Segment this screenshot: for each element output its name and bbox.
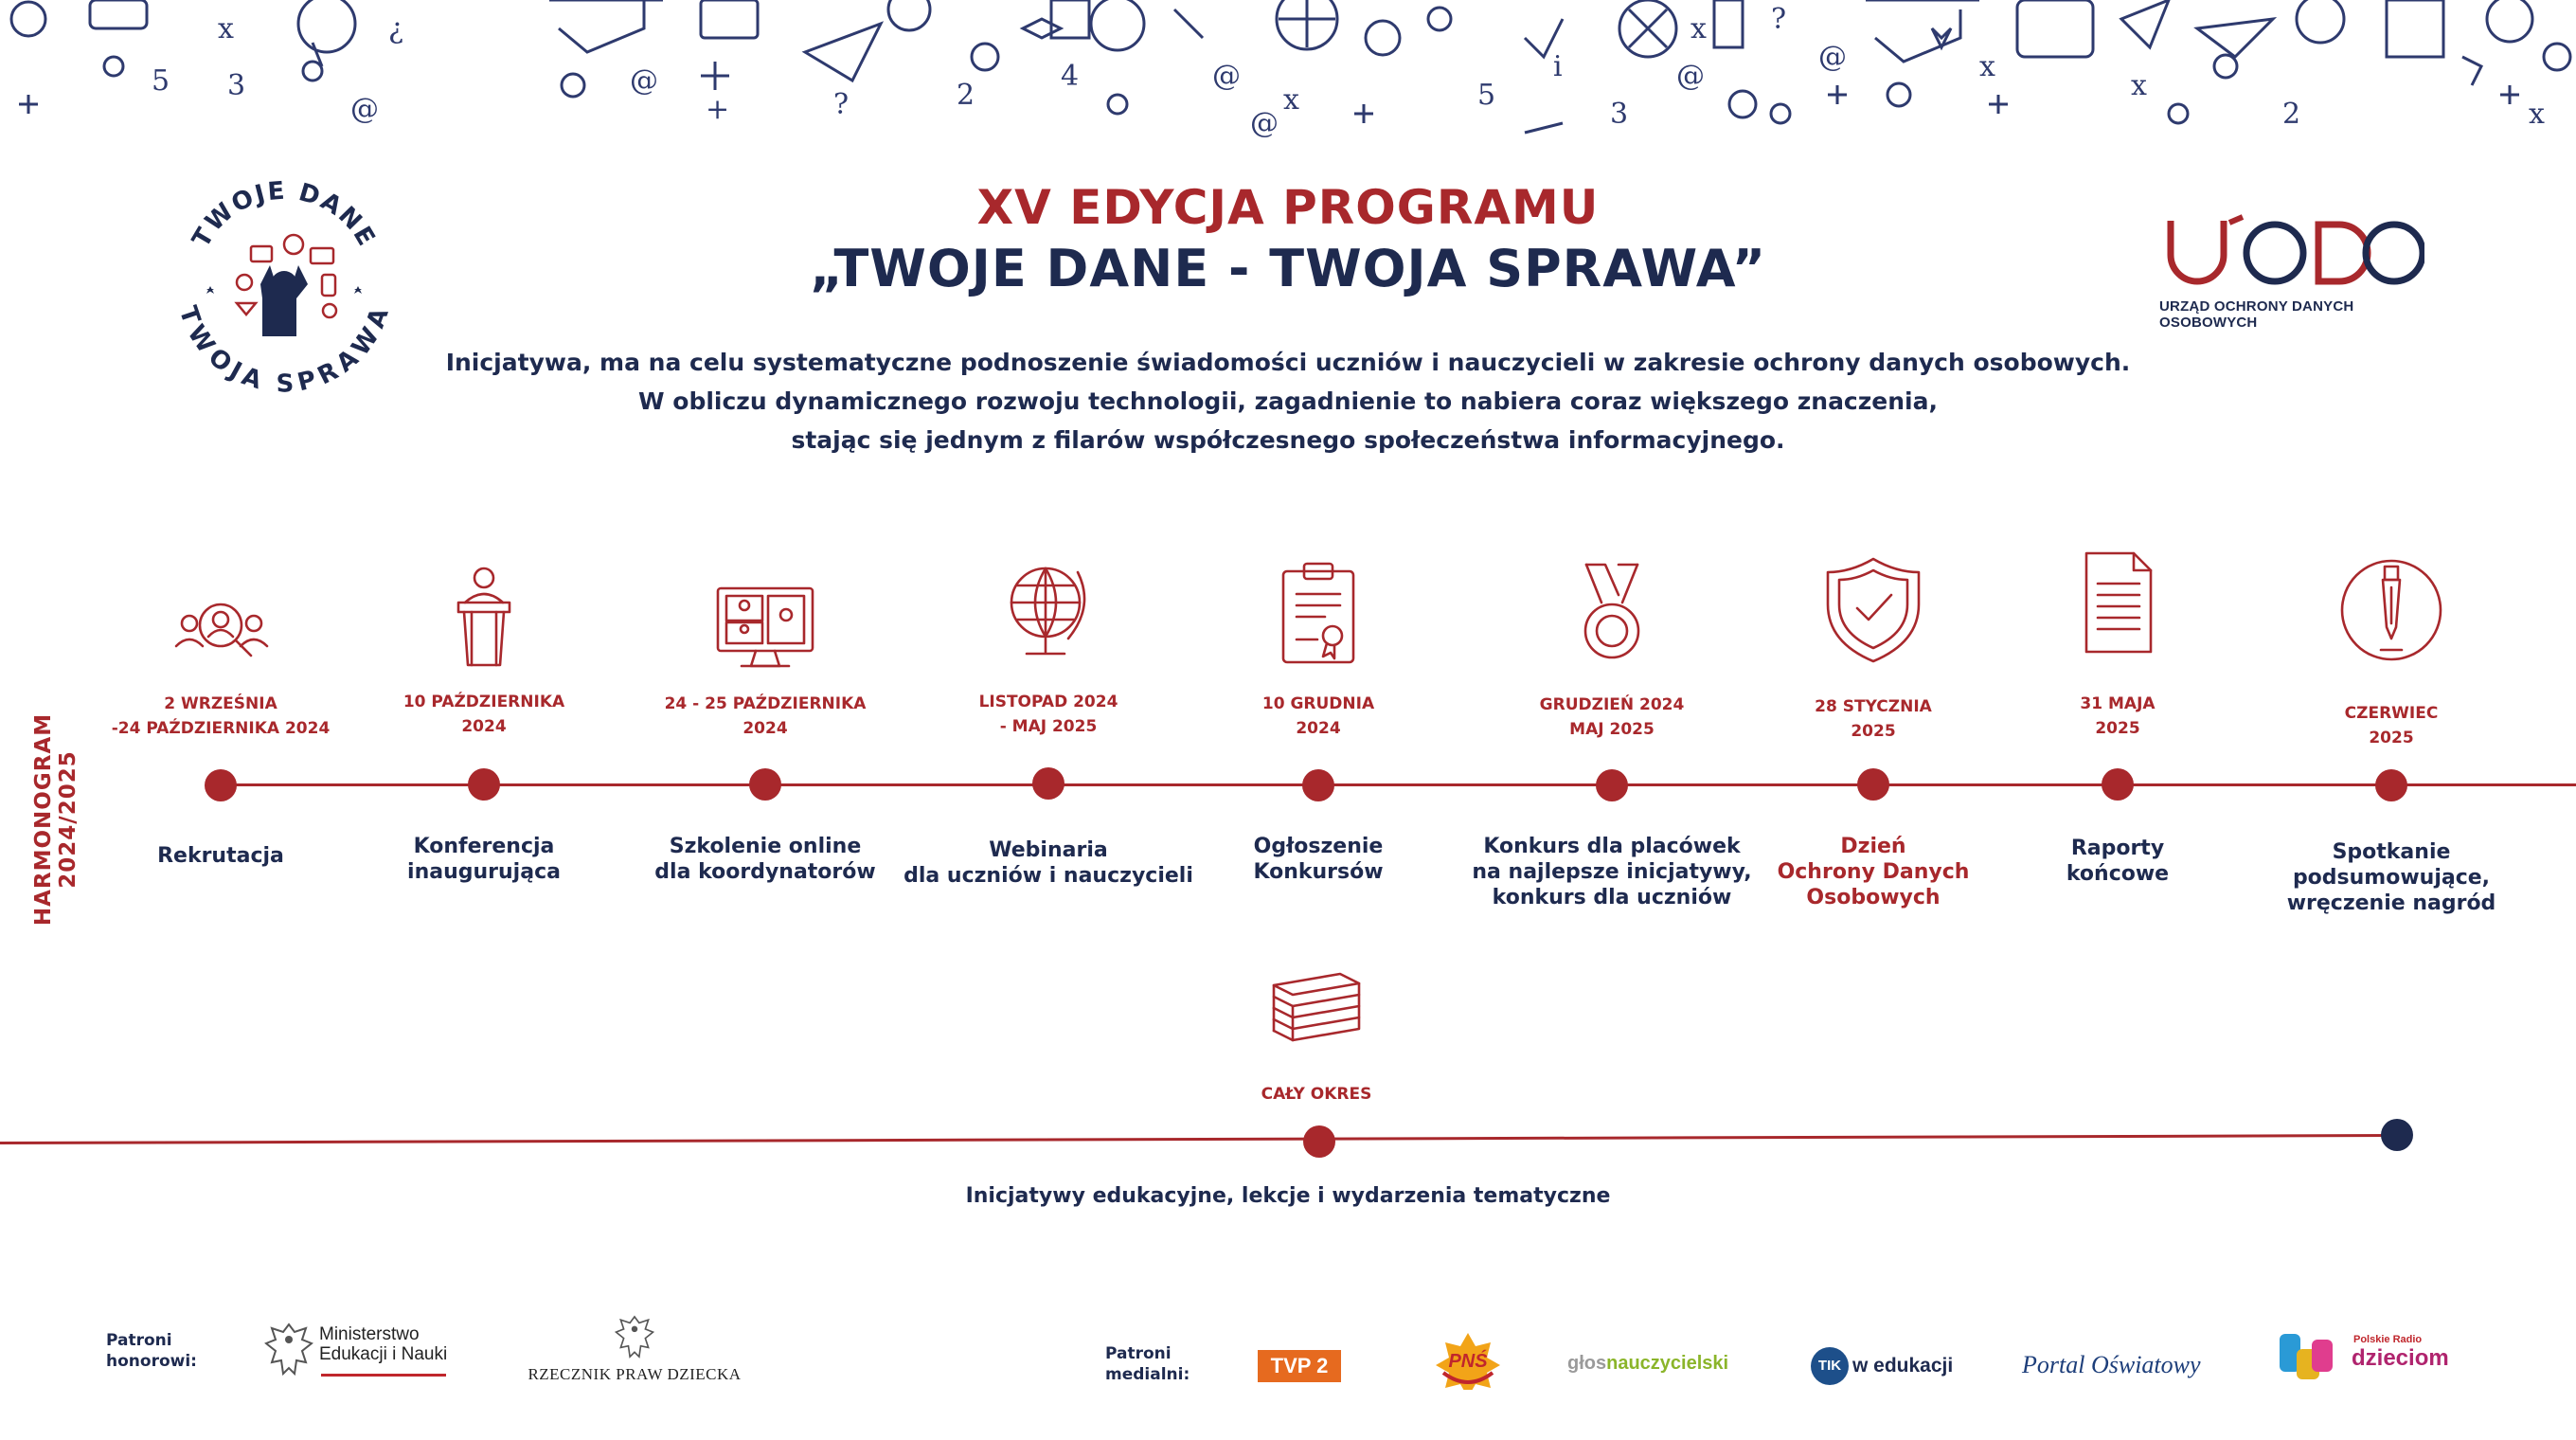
svg-text:@: @ (630, 64, 658, 98)
glos-text: głos (1567, 1353, 1607, 1374)
svg-text:2: 2 (2282, 98, 2301, 131)
program-name-title: „TWOJE DANE - TWOJA SPRAWA” (809, 239, 1767, 298)
schedule-label-line: Konkursów (1253, 860, 1384, 884)
schedule-label-line: Ogłoszenie (1253, 835, 1384, 858)
recruitment-icon (159, 568, 282, 692)
ongoing-dot (1303, 1125, 1335, 1158)
schedule-date (1470, 693, 1754, 742)
eagle-icon (260, 1319, 317, 1379)
schedule-date-line: CZERWIEC (2344, 704, 2439, 723)
svg-text:@: @ (1212, 60, 1241, 93)
media-patrons-title (1105, 1343, 1190, 1385)
svg-text:TWOJE DANE: TWOJE DANE (187, 176, 382, 253)
svg-text:x: x (1979, 50, 1995, 83)
pns-text: PNŚ (1448, 1351, 1488, 1372)
svg-text:3: 3 (227, 69, 246, 102)
polskie-radio-dzieciom-logo (2278, 1326, 2448, 1387)
schedule-date-line: 2025 (1851, 722, 1896, 741)
svg-text:x: x (218, 12, 234, 45)
tik-badge: TIK (1811, 1347, 1849, 1385)
ongoing-label: Inicjatywy edukacyjne, lekcje i wydarzenia tematyczne (965, 1184, 1611, 1208)
schedule-label (1167, 834, 1470, 885)
schedule-date-line: 2025 (2369, 729, 2414, 747)
clipboard-certificate-icon (1257, 554, 1380, 677)
schedule-date (906, 690, 1190, 739)
svg-text:4: 4 (1061, 60, 1080, 93)
eagle-icon (611, 1312, 658, 1361)
schedule-dot (1857, 768, 1889, 801)
portal-oswiatowy-logo (2022, 1351, 2201, 1379)
schedule-date-line: 2 WRZEŚNIA (164, 694, 277, 713)
schedule-dot (2102, 768, 2134, 801)
schedule-date (79, 692, 363, 741)
schedule-date (342, 690, 626, 739)
schedule-label (1966, 836, 2269, 887)
schedule-label-line: Osobowych (1806, 886, 1941, 909)
svg-text:5: 5 (1477, 79, 1496, 112)
shield-check-icon (1812, 548, 1935, 671)
portal-text: Portal (2022, 1351, 2091, 1378)
schedule-label-line: końcowe (2066, 862, 2170, 886)
schedule-label (2240, 839, 2543, 916)
program-edition-title: XV EDYCJA PROGRAMU (976, 180, 1600, 235)
globe-icon (987, 548, 1110, 671)
schedule-date-line: 10 PAŹDZIERNIKA (402, 693, 565, 711)
glos-nauczycielski-logo (1567, 1353, 1728, 1375)
schedule-dot (749, 768, 781, 801)
svg-text:@: @ (1250, 107, 1279, 140)
schedule-label (332, 834, 635, 885)
schedule-label-line: Rekrutacja (157, 844, 284, 868)
svg-text:5: 5 (152, 64, 170, 98)
svg-text:x: x (2529, 98, 2545, 131)
schedule-date-line: 28 STYCZNIA (1815, 697, 1932, 716)
schedule-date-line: 2024 (742, 719, 788, 738)
schedule-label-line: Konkurs dla placówek (1483, 835, 1741, 858)
medal-icon (1550, 553, 1673, 676)
intro-line: W obliczu dynamicznego rozwoju technologii, zagadnienie to nabiera coraz większego znaczenia, (638, 387, 1938, 415)
schedule-label-line: Konferencja (413, 835, 555, 858)
patrons-title-line: honorowi: (106, 1352, 197, 1371)
schedule-date (623, 692, 907, 741)
rpd-name: RZECZNIK PRAW DZIECKA (528, 1365, 742, 1383)
ongoing-date: CAŁY OKRES (1261, 1085, 1372, 1104)
schedule-timeline-line (220, 783, 2576, 786)
schedule-date-line: 2024 (1296, 719, 1341, 738)
svg-text:?: ? (1771, 3, 1787, 36)
video-call-icon (704, 566, 827, 689)
schedule-label-line: Szkolenie online (669, 835, 862, 858)
schedule-label (1460, 834, 1763, 910)
schedule-dot (205, 769, 237, 801)
schedule-label-line: Raporty (2070, 837, 2165, 860)
svg-text:@: @ (1818, 41, 1847, 74)
schedule-date-line: - MAJ 2025 (999, 717, 1098, 736)
intro-line: stając się jednym z filarów współczesnego społeczeństwa informacyjnego. (791, 426, 1785, 454)
schedule-dot (1032, 767, 1064, 800)
schedule-label-line: konkurs dla uczniów (1492, 886, 1732, 909)
dzieciom-text: dzieciom (2352, 1345, 2449, 1371)
schedule-label-line: Spotkanie (2332, 840, 2451, 864)
schedule-dot (1302, 769, 1334, 801)
schedule-date (1976, 692, 2260, 741)
schedule-label-line: Ochrony Danych (1777, 860, 1970, 884)
schedule-date-line: GRUDZIEŃ 2024 (1539, 695, 1685, 714)
tik-logo (1811, 1347, 1953, 1385)
ongoing-timeline-line (0, 1134, 2396, 1144)
svg-text:?: ? (833, 88, 850, 121)
schedule-date (2249, 701, 2533, 750)
svg-text:2: 2 (957, 79, 975, 112)
document-icon (2056, 542, 2179, 665)
pns-logo (1430, 1331, 1506, 1390)
schedule-label-line: dla koordynatorów (654, 860, 876, 884)
schedule-date (1731, 694, 2015, 744)
schedule-side-label: HARMONOGRAM 2024/2025 (31, 712, 80, 927)
uodo-subtitle: URZĄD OCHRONY DANYCH OSOBOWYCH (2159, 298, 2354, 331)
schedule-date-line: 2024 (461, 717, 507, 736)
schedule-date-line: 2025 (2095, 719, 2140, 738)
patrons-title-line: Patroni (106, 1331, 172, 1350)
schedule-dot (2375, 769, 2407, 801)
oswiatowy-text: Oświatowy (2090, 1351, 2201, 1378)
schedule-date-line: 10 GRUDNIA (1261, 694, 1375, 713)
schedule-label (897, 837, 1200, 889)
schedule-date-line: 31 MAJA (2080, 694, 2156, 713)
svg-text:+: + (706, 93, 730, 126)
tik-text: w edukacji (1852, 1355, 1954, 1377)
schedule-label-line: dla uczniów i nauczycieli (903, 864, 1193, 888)
schedule-date-line: MAJ 2025 (1569, 720, 1655, 739)
books-icon (1255, 947, 1378, 1071)
svg-text:3: 3 (1610, 98, 1629, 131)
schedule-date-line: LISTOPAD 2024 (978, 693, 1118, 711)
svg-text:¿: ¿ (388, 12, 404, 45)
honorary-patrons-title (106, 1330, 197, 1372)
schedule-label-line: inaugurująca (407, 860, 561, 884)
men-name-line: Ministerstwo (319, 1324, 420, 1344)
schedule-label-line: podsumowujące, (2292, 866, 2491, 890)
podium-icon (422, 557, 546, 680)
rpd-logo (511, 1312, 758, 1388)
schedule-label-line: Dzień (1840, 835, 1906, 858)
ongoing-end-dot (2381, 1119, 2413, 1151)
svg-text:x: x (1283, 83, 1299, 117)
decorative-doodle-header (0, 0, 2576, 161)
svg-text:@: @ (350, 93, 379, 126)
schedule-label (614, 834, 917, 885)
pen-nib-icon (2330, 549, 2453, 673)
schedule-date-line: 24 - 25 PAŹDZIERNIKA (664, 694, 867, 713)
intro-line: Inicjatywa, ma na celu systematyczne podnoszenie świadomości uczniów i nauczycieli w zakresie ochrony danych osobowych. (445, 349, 2131, 376)
program-intro (341, 343, 2235, 459)
svg-text:i: i (1553, 50, 1563, 83)
svg-text:x: x (2131, 69, 2147, 102)
svg-text:@: @ (1676, 60, 1705, 93)
nauczycielski-text: nauczycielski (1606, 1353, 1729, 1374)
tvp2-logo (1258, 1350, 1341, 1382)
tvp2-text: TVP 2 (1270, 1354, 1329, 1377)
patrons-title-line: medialni: (1105, 1365, 1190, 1384)
men-logo (260, 1319, 469, 1385)
schedule-label-line: Webinaria (989, 838, 1108, 862)
schedule-date-line: -24 PAŹDZIERNIKA 2024 (111, 719, 331, 738)
svg-text:TWOJA SPRAWA: TWOJA SPRAWA (172, 302, 396, 398)
schedule-date (1176, 692, 1460, 741)
svg-text:x: x (1690, 12, 1707, 45)
schedule-label-line: wręczenie nagród (2286, 891, 2496, 915)
schedule-dot (1596, 769, 1628, 801)
polskie-radio-small: Polskie Radio (2353, 1334, 2423, 1345)
men-name-line: Edukacji i Nauki (319, 1344, 448, 1364)
patrons-title-line: Patroni (1105, 1344, 1172, 1363)
schedule-label-line: na najlepsze inicjatywy, (1472, 860, 1752, 884)
schedule-dot (468, 768, 500, 801)
schedule-label (69, 843, 372, 869)
